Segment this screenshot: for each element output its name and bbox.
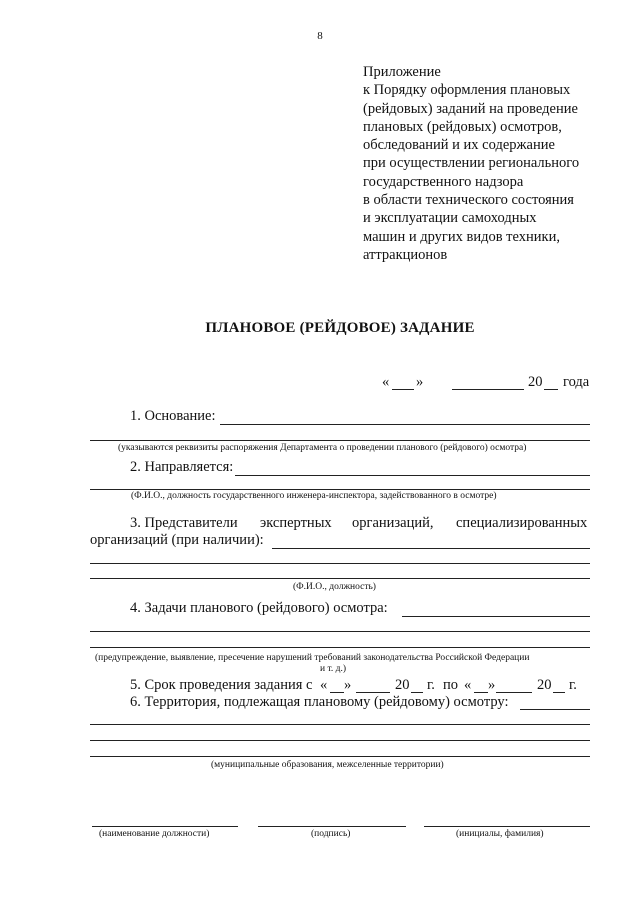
item4-note-line2: и т. д.) xyxy=(320,664,347,674)
appendix-line: к Порядку оформления плановых xyxy=(363,82,571,99)
appendix-line: обследований и их содержание xyxy=(363,137,555,154)
date-close-quote: » xyxy=(416,374,424,390)
item5-label: 5. Срок проведения задания с xyxy=(130,677,313,693)
item4-field-line3[interactable] xyxy=(90,647,590,648)
appendix-line: плановых (рейдовых) осмотров, xyxy=(363,118,562,135)
appendix-line: аттракционов xyxy=(363,246,448,263)
position-field[interactable] xyxy=(92,826,238,827)
item2-label: 2. Направляется: xyxy=(130,459,234,475)
item6-field-line2[interactable] xyxy=(90,724,590,725)
signature-label: (подпись) xyxy=(311,829,351,839)
item5-g2: г. xyxy=(569,677,577,693)
item3-field[interactable] xyxy=(272,548,590,549)
item5-year-field2[interactable] xyxy=(553,692,565,693)
appendix-line: при осуществлении регионального xyxy=(363,155,580,172)
item3-label-line2: организаций (при наличии): xyxy=(90,532,264,548)
item2-field-line2[interactable] xyxy=(90,489,590,490)
item3-field-line2[interactable] xyxy=(90,563,590,564)
item3-label-part1: 3. Представители xyxy=(130,515,238,531)
name-field[interactable] xyxy=(424,826,590,827)
item4-field-line2[interactable] xyxy=(90,631,590,632)
item6-field[interactable] xyxy=(520,709,590,710)
date-year-prefix: 20 xyxy=(528,374,543,390)
date-month-field[interactable] xyxy=(452,389,524,390)
appendix-line: в области технического состояния xyxy=(363,192,574,209)
document-title: ПЛАНОВОЕ (РЕЙДОВОЕ) ЗАДАНИЕ xyxy=(205,320,475,336)
item3-label-part3: организаций, xyxy=(352,515,434,531)
item4-field[interactable] xyxy=(402,616,590,617)
page-number: 8 xyxy=(317,30,323,42)
item3-label-part2: экспертных xyxy=(260,515,332,531)
date-year-field[interactable] xyxy=(544,389,558,390)
item5-month-field[interactable] xyxy=(356,692,390,693)
item5-year-prefix: 20 xyxy=(395,677,410,693)
date-day-field[interactable] xyxy=(392,389,414,390)
appendix-line: Приложение xyxy=(363,64,441,80)
item5-open-quote: « xyxy=(320,677,328,693)
name-label: (инициалы, фамилия) xyxy=(456,829,544,839)
item5-close-quote2: » xyxy=(488,677,496,693)
appendix-line: и эксплуатации самоходных xyxy=(363,210,537,227)
item2-field[interactable] xyxy=(235,475,590,476)
item1-note: (указываются реквизиты распоряжения Департамента о проведении планового (рейдового) осмотра) xyxy=(118,443,527,453)
appendix-line: машин и других видов техники, xyxy=(363,228,560,245)
item6-label: 6. Территория, подлежащая плановому (рейдовому) осмотру: xyxy=(130,694,509,710)
item5-close-quote: » xyxy=(344,677,352,693)
date-open-quote: « xyxy=(382,374,390,390)
item6-field-line3[interactable] xyxy=(90,740,590,741)
item6-field-line4[interactable] xyxy=(90,756,590,757)
item5-day-field[interactable] xyxy=(330,692,344,693)
item5-year-field[interactable] xyxy=(411,692,423,693)
appendix-line: (рейдовых) заданий на проведение xyxy=(363,100,578,117)
signature-field[interactable] xyxy=(258,826,406,827)
item3-field-line3[interactable] xyxy=(90,578,590,579)
item5-g: г. xyxy=(427,677,435,693)
item1-label: 1. Основание: xyxy=(130,408,216,424)
position-label: (наименование должности) xyxy=(99,829,210,839)
item2-note: (Ф.И.О., должность государственного инженера-инспектора, задействованного в осмотре) xyxy=(131,491,497,501)
item5-month-field2[interactable] xyxy=(496,692,532,693)
item3-label-part4: специализированных xyxy=(456,515,588,531)
item1-field[interactable] xyxy=(220,424,590,425)
item5-po: по xyxy=(443,677,459,693)
date-year-suffix: года xyxy=(563,374,590,390)
item5-day-field2[interactable] xyxy=(474,692,488,693)
item4-label: 4. Задачи планового (рейдового) осмотра: xyxy=(130,600,388,616)
item1-field-line2[interactable] xyxy=(90,440,590,441)
item6-note: (муниципальные образования, межселенные территории) xyxy=(211,760,444,770)
item5-open-quote2: « xyxy=(464,677,472,693)
appendix-block xyxy=(363,63,613,264)
item3-note: (Ф.И.О., должность) xyxy=(293,582,376,592)
item5-year-prefix2: 20 xyxy=(537,677,552,693)
item4-note-line1: (предупреждение, выявление, пресечение нарушений требований законодательства Российской Федерации xyxy=(95,653,530,663)
appendix-line: государственного надзора xyxy=(363,173,524,190)
